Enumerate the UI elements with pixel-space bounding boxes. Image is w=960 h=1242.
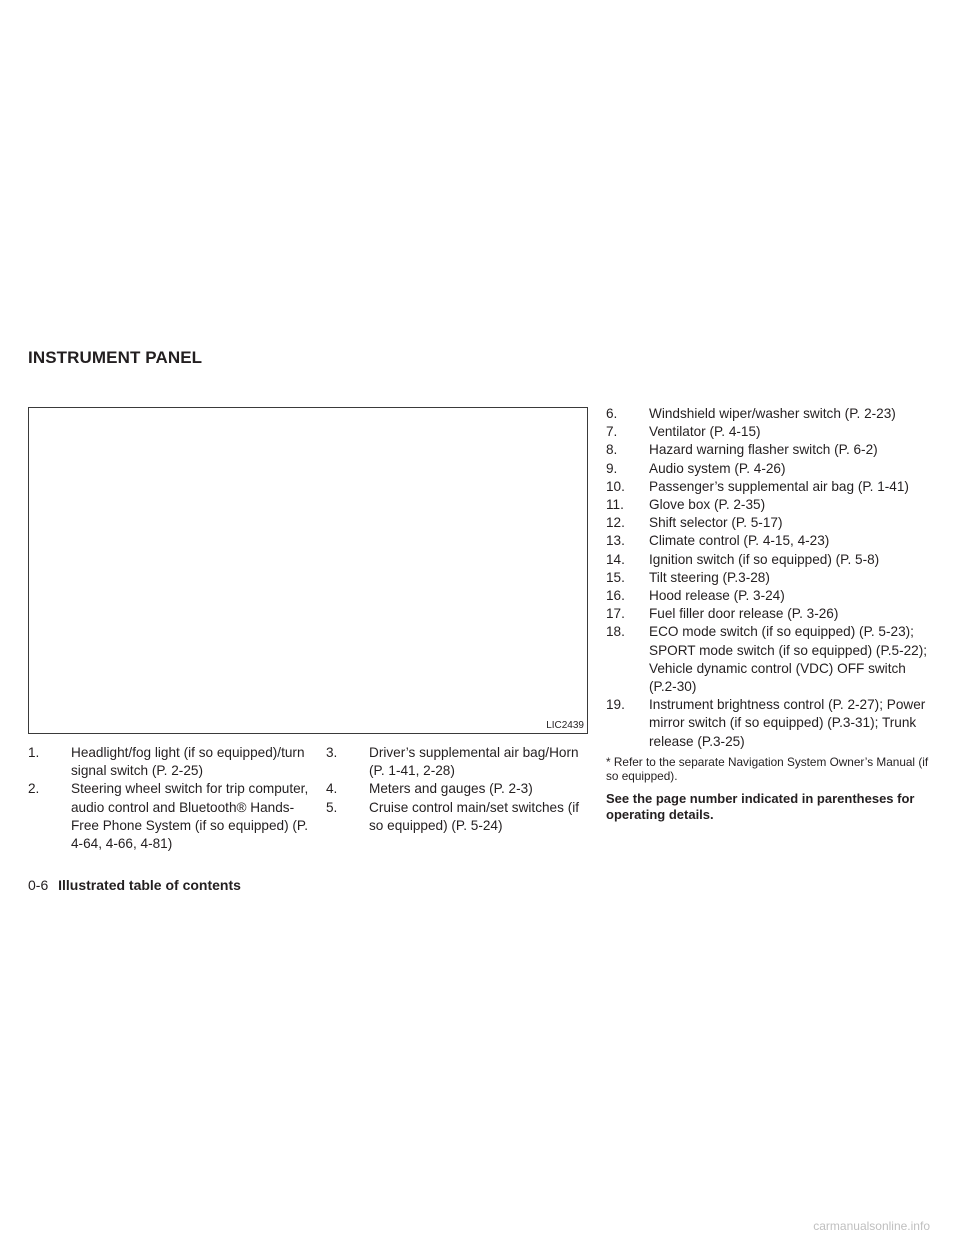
list-item — [28, 780, 313, 853]
item-text: Meters and gauges (P. 2-3) — [369, 781, 533, 797]
item-number: 19. — [606, 697, 625, 713]
list-item — [606, 623, 931, 696]
list-item — [606, 587, 931, 605]
item-list-column-b — [326, 744, 588, 835]
item-number: 5. — [326, 799, 338, 815]
list-item — [606, 551, 931, 569]
item-text: Passenger’s supplemental air bag (P. 1-41) — [649, 478, 909, 494]
item-number: 15. — [606, 569, 625, 585]
item-text: Driver’s supplemental air bag/Horn (P. 1-41, 2-28) — [369, 745, 579, 779]
list-item — [606, 496, 931, 514]
item-text: Steering wheel switch for trip computer, audio control and Bluetooth® Hands-Free Phone System (if so equipped) (P. 4-64, 4-66, 4-81) — [71, 781, 309, 852]
item-text: Hazard warning flasher switch (P. 6-2) — [649, 442, 878, 458]
item-text: Ignition switch (if so equipped) (P. 5-8) — [649, 551, 880, 567]
item-number: 9. — [606, 460, 618, 476]
watermark: carmanualsonline.info — [813, 1219, 930, 1233]
item-number: 2. — [28, 781, 40, 797]
item-number: 14. — [606, 551, 625, 567]
list-item — [606, 460, 931, 478]
item-text: Windshield wiper/washer switch (P. 2-23) — [649, 406, 896, 421]
list-item — [606, 405, 931, 423]
item-text: Instrument brightness control (P. 2-27); Power mirror switch (if so equipped) (P.3-31); Trunk release (P.3-25) — [649, 697, 926, 749]
item-text: Hood release (P. 3-24) — [649, 588, 785, 604]
list-item — [606, 423, 931, 441]
list-item — [326, 799, 588, 835]
item-number: 11. — [606, 497, 624, 513]
item-text: Cruise control main/set switches (if so equipped) (P. 5-24) — [369, 799, 580, 833]
item-number: 1. — [28, 745, 40, 760]
list-item — [326, 744, 588, 780]
item-number: 17. — [606, 606, 625, 622]
page-number: 0-6 — [28, 877, 49, 893]
item-text: Headlight/fog light (if so equipped)/turn signal switch (P. 2-25) — [71, 745, 305, 779]
list-item — [606, 478, 931, 496]
list-item — [606, 514, 931, 532]
page-number-note: See the page number indicated in parentheses for operating details. — [606, 790, 915, 822]
item-number: 16. — [606, 588, 625, 604]
item-number: 12. — [606, 515, 625, 531]
list-item — [606, 532, 931, 550]
item-number: 4. — [326, 781, 338, 797]
item-number: 6. — [606, 406, 618, 421]
item-text: Audio system (P. 4-26) — [649, 460, 786, 476]
figure-code: LIC2439 — [546, 720, 584, 731]
page-footer — [28, 877, 241, 893]
list-item — [606, 569, 931, 587]
section-title: INSTRUMENT PANEL — [28, 348, 203, 367]
item-text: Tilt steering (P.3-28) — [649, 569, 770, 585]
item-number: 3. — [326, 745, 338, 760]
item-text: Glove box (P. 2-35) — [649, 497, 766, 513]
item-list-column-a — [28, 744, 313, 853]
item-text: Climate control (P. 4-15, 4-23) — [649, 533, 830, 549]
item-text: Fuel filler door release (P. 3-26) — [649, 606, 839, 622]
chapter-title: Illustrated table of contents — [58, 877, 241, 893]
item-text: ECO mode switch (if so equipped) (P. 5-23); SPORT mode switch (if so equipped) (P.5-22); Vehicle dynamic control (VDC) OFF switch (P.2-30) — [649, 624, 928, 695]
item-number: 8. — [606, 442, 618, 458]
item-text: Ventilator (P. 4-15) — [649, 424, 761, 440]
item-number: 7. — [606, 424, 618, 440]
item-text: Shift selector (P. 5-17) — [649, 515, 783, 531]
list-item — [606, 605, 931, 623]
list-item — [606, 441, 931, 459]
item-number: 10. — [606, 478, 625, 494]
instrument-panel-figure — [28, 407, 588, 734]
item-number: 18. — [606, 624, 625, 640]
list-item — [28, 744, 313, 780]
list-item — [326, 780, 588, 798]
list-item — [606, 696, 931, 751]
item-number: 13. — [606, 533, 625, 549]
navigation-note: * Refer to the separate Navigation System Owner’s Manual (if so equipped). — [606, 754, 929, 783]
item-list-column-c — [606, 405, 931, 823]
